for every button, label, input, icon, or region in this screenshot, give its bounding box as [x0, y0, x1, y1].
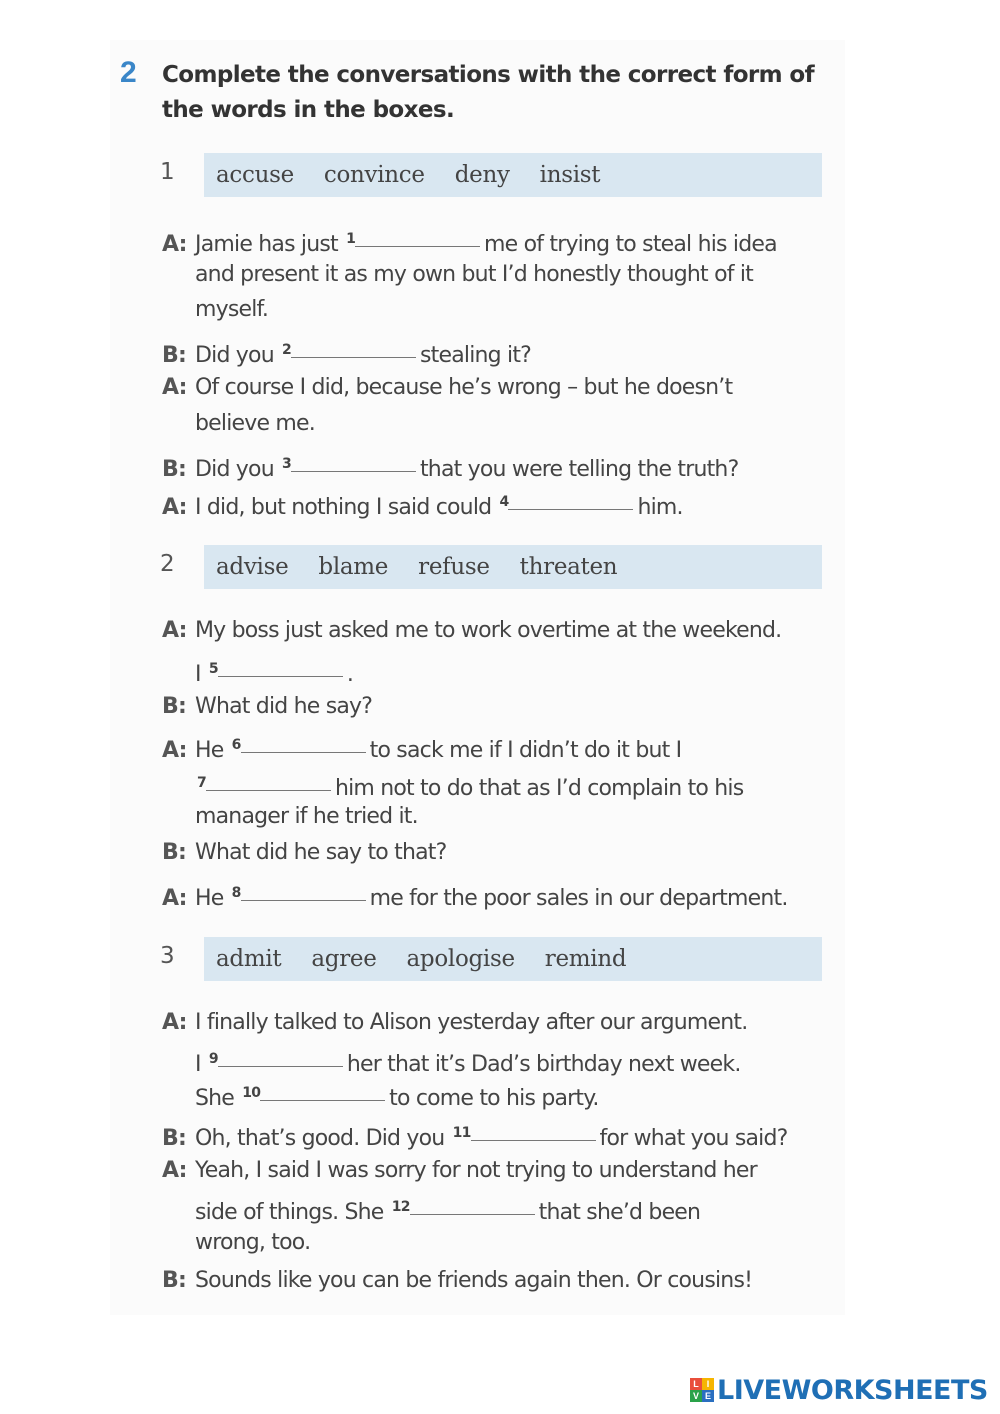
- logo-cell: V: [690, 1390, 702, 1402]
- dialogue-line: [162, 1263, 842, 1299]
- dialogue-text: to sack me if I didn’t do it but I: [369, 738, 682, 763]
- word-box-row: [160, 937, 822, 981]
- dialogue-text: me for the poor sales in our department.: [369, 886, 788, 911]
- gap-number: 4: [499, 494, 509, 510]
- dialogue-line: [162, 1189, 842, 1225]
- word-box-item: accuse: [216, 162, 294, 188]
- dialogue-text: He: [195, 738, 230, 763]
- dialogue-line: [162, 1225, 842, 1261]
- word-box-item: deny: [454, 162, 510, 188]
- dialogue-line: [162, 370, 842, 406]
- speaker-label: A:: [162, 232, 187, 257]
- dialogue-text: .: [346, 662, 354, 687]
- dialogue-line: [162, 1075, 842, 1111]
- dialogue-line: [162, 446, 842, 482]
- dialogue-line: [162, 613, 842, 649]
- gap-number: 7: [197, 775, 206, 791]
- dialogue-text: Oh, that’s good. Did you: [195, 1126, 451, 1151]
- dialogue-line: [162, 765, 842, 801]
- answer-blank[interactable]: [241, 751, 366, 753]
- dialogue-text: I finally talked to Alison yesterday after our argument.: [195, 1010, 748, 1035]
- dialogue-text: to come to his party.: [389, 1086, 599, 1111]
- speaker-label: A:: [162, 738, 187, 763]
- dialogue-line: [162, 484, 842, 520]
- word-box-item: advise: [216, 554, 289, 580]
- answer-blank[interactable]: [241, 899, 366, 901]
- dialogue-text: believe me.: [195, 411, 315, 436]
- word-box-row: [160, 545, 822, 589]
- gap-number: 1: [346, 231, 356, 247]
- dialogue-text: She: [195, 1086, 241, 1111]
- dialogue-text: side of things. She: [195, 1200, 390, 1225]
- gap-number: 12: [391, 1199, 410, 1215]
- gap-number: 3: [282, 456, 291, 472]
- gap-number: 11: [452, 1125, 471, 1141]
- speaker-label: B:: [162, 1268, 186, 1293]
- section-number: 2: [160, 551, 175, 577]
- logo-icon: [690, 1378, 714, 1402]
- dialogue-text: him not to do that as I’d complain to his: [334, 776, 744, 801]
- gap-number: 6: [231, 737, 241, 753]
- dialogue-text: that you were telling the truth?: [419, 457, 739, 482]
- liveworksheets-logo[interactable]: [690, 1372, 990, 1408]
- word-box: [204, 153, 822, 197]
- dialogue-line: [162, 406, 842, 442]
- answer-blank[interactable]: [471, 1139, 596, 1141]
- dialogue-line: [162, 875, 842, 911]
- dialogue-text: Of course I did, because he’s wrong – but he doesn’t: [195, 375, 733, 400]
- speaker-label: A:: [162, 495, 187, 520]
- dialogue-text: I: [195, 662, 207, 687]
- dialogue-line: [162, 292, 842, 328]
- answer-blank[interactable]: [206, 789, 331, 791]
- answer-blank[interactable]: [355, 245, 480, 247]
- dialogue-line: [162, 835, 842, 871]
- exercise-instruction: Complete the conversations with the correct form of the words in the boxes.: [162, 62, 815, 123]
- answer-blank[interactable]: [508, 508, 633, 510]
- word-box-item: insist: [539, 162, 601, 188]
- answer-blank[interactable]: [410, 1213, 535, 1215]
- word-box-item: remind: [544, 946, 627, 972]
- logo-cell: L: [690, 1378, 702, 1390]
- dialogue-line: [162, 799, 842, 835]
- dialogue-text: wrong, too.: [195, 1230, 311, 1255]
- dialogue-text: and present it as my own but I’d honestly thought of it: [195, 262, 754, 287]
- speaker-label: A:: [162, 1010, 187, 1035]
- speaker-label: B:: [162, 1126, 186, 1151]
- dialogue-line: [162, 727, 842, 763]
- answer-blank[interactable]: [291, 470, 416, 472]
- gap-number: 8: [231, 885, 241, 901]
- dialogue-text: Yeah, I said I was sorry for not trying to understand her: [195, 1158, 757, 1183]
- dialogue-line: [162, 1041, 842, 1077]
- gap-number: 9: [208, 1051, 218, 1067]
- dialogue-text: He: [195, 886, 230, 911]
- logo-text: LIVEWORKSHEETS: [717, 1374, 988, 1406]
- dialogue-line: [162, 1115, 842, 1151]
- dialogue-text: Jamie has just: [195, 232, 345, 257]
- dialogue-line: [162, 332, 842, 368]
- speaker-label: A:: [162, 1158, 187, 1183]
- dialogue-line: [162, 651, 842, 687]
- dialogue-line: [162, 257, 842, 293]
- logo-cell: E: [702, 1390, 714, 1402]
- dialogue-line: [162, 689, 842, 725]
- dialogue-text: Did you: [195, 343, 281, 368]
- answer-blank[interactable]: [218, 675, 343, 677]
- speaker-label: B:: [162, 343, 186, 368]
- dialogue-text: me of trying to steal his idea: [484, 232, 777, 257]
- dialogue-text: What did he say to that?: [195, 840, 447, 865]
- dialogue-text: her that it’s Dad’s birthday next week.: [346, 1052, 741, 1077]
- word-box-item: refuse: [418, 554, 490, 580]
- word-box-item: agree: [311, 946, 377, 972]
- speaker-label: B:: [162, 840, 186, 865]
- word-box-item: threaten: [519, 554, 618, 580]
- word-box-item: apologise: [406, 946, 515, 972]
- speaker-label: B:: [162, 694, 186, 719]
- word-box-item: admit: [216, 946, 282, 972]
- word-box: [204, 937, 822, 981]
- dialogue-text: manager if he tried it.: [195, 804, 418, 829]
- word-box-row: [160, 153, 822, 197]
- dialogue-text: I did, but nothing I said could: [195, 495, 498, 520]
- gap-number: 10: [242, 1085, 261, 1101]
- gap-number: 2: [282, 342, 291, 358]
- answer-blank[interactable]: [260, 1099, 385, 1101]
- section-number: 1: [160, 159, 175, 185]
- word-box-item: blame: [318, 554, 389, 580]
- dialogue-text: My boss just asked me to work overtime at the weekend.: [195, 618, 782, 643]
- word-box-item: convince: [323, 162, 425, 188]
- speaker-label: A:: [162, 886, 187, 911]
- dialogue-text: him.: [637, 495, 683, 520]
- answer-blank[interactable]: [218, 1065, 343, 1067]
- dialogue-text: stealing it?: [419, 343, 532, 368]
- speaker-label: A:: [162, 618, 187, 643]
- dialogue-line: [162, 1005, 842, 1041]
- exercise-number: 2: [120, 56, 137, 89]
- dialogue-text: I: [195, 1052, 207, 1077]
- dialogue-text: Did you: [195, 457, 281, 482]
- word-box: [204, 545, 822, 589]
- logo-cell: I: [702, 1378, 714, 1390]
- section-number: 3: [160, 943, 175, 969]
- dialogue-text: that she’d been: [538, 1200, 701, 1225]
- dialogue-text: Sounds like you can be friends again then. Or cousins!: [195, 1268, 753, 1293]
- dialogue-text: myself.: [195, 297, 269, 322]
- dialogue-line: [162, 1153, 842, 1189]
- speaker-label: A:: [162, 375, 187, 400]
- speaker-label: B:: [162, 457, 186, 482]
- dialogue-text: What did he say?: [195, 694, 373, 719]
- dialogue-text: for what you said?: [599, 1126, 788, 1151]
- dialogue-line: [162, 221, 842, 257]
- gap-number: 5: [208, 661, 218, 677]
- answer-blank[interactable]: [291, 356, 416, 358]
